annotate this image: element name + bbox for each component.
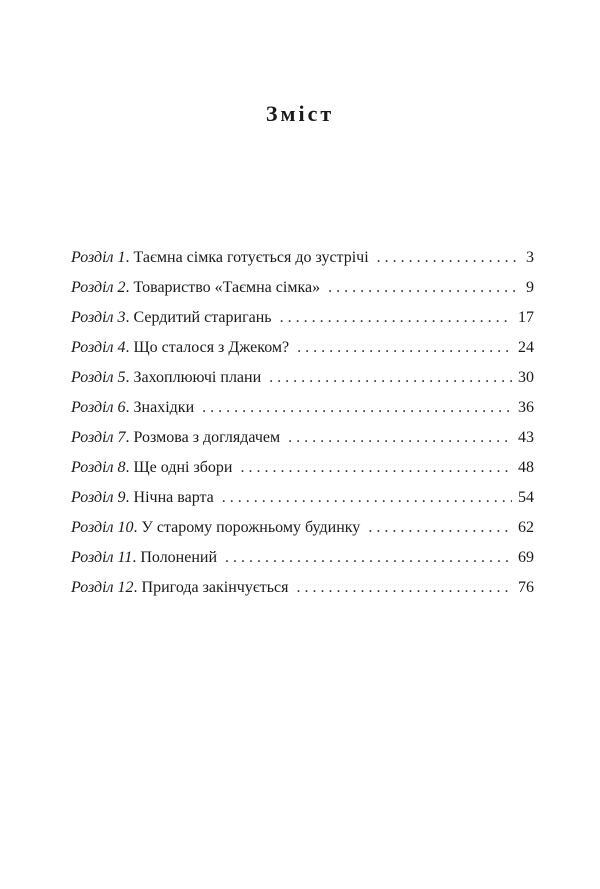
page-title: Зміст xyxy=(265,100,335,126)
toc-dot-leader xyxy=(225,543,512,573)
toc-dot-leader xyxy=(288,423,512,453)
toc-chapter-title: Таємна сімка готується до зустрічі xyxy=(133,249,369,266)
toc-chapter-number: Розділ 8 xyxy=(71,459,126,476)
toc-entry-label: Розділ 8. Ще одні збори xyxy=(71,459,233,476)
toc-chapter-number: Розділ 6 xyxy=(71,399,126,416)
toc-chapter-number: Розділ 3 xyxy=(71,309,126,326)
toc-dot-leader xyxy=(202,393,512,423)
toc-entry-label: Розділ 2. Товариство «Таємна сімка» xyxy=(71,279,321,296)
toc-chapter-number: Розділ 4 xyxy=(71,339,126,356)
toc-page-number: 54 xyxy=(518,489,534,506)
toc-entry-1 xyxy=(71,243,534,273)
toc-entry-9 xyxy=(71,483,534,513)
toc-dot-leader xyxy=(297,333,512,363)
toc-entry-10 xyxy=(71,513,534,543)
toc-dot-leader xyxy=(222,483,512,513)
toc-page-number: 9 xyxy=(526,279,534,296)
toc-chapter-number: Розділ 1 xyxy=(71,249,126,266)
toc-page-number: 36 xyxy=(518,399,534,416)
toc-chapter-title: Знахідки xyxy=(133,399,195,416)
toc-entry-label: Розділ 1. Таємна сімка готується до зустрічі xyxy=(71,249,369,266)
toc-page-number: 43 xyxy=(518,429,534,446)
toc-chapter-title: Захоплюючі плани xyxy=(133,369,262,386)
toc-entry-8 xyxy=(71,453,534,483)
toc-chapter-number: Розділ 10 xyxy=(71,519,134,536)
toc-dot-leader xyxy=(240,453,512,483)
toc-entry-label: Розділ 6. Знахідки xyxy=(71,399,195,416)
toc-entry-label: Розділ 5. Захоплюючі плани xyxy=(71,369,262,386)
toc-chapter-title: Нічна варта xyxy=(133,489,214,506)
toc-entry-12 xyxy=(71,573,534,603)
toc-page-number: 24 xyxy=(518,339,534,356)
toc-page-number: 76 xyxy=(518,579,534,596)
toc-chapter-title: Що сталося з Джеком? xyxy=(133,339,290,356)
toc-page-number: 3 xyxy=(526,249,534,266)
toc-page-number: 30 xyxy=(518,369,534,386)
toc-chapter-number: Розділ 9 xyxy=(71,489,126,506)
table-of-contents xyxy=(71,243,534,603)
toc-chapter-title: Сердитий старигань xyxy=(133,309,272,326)
toc-chapter-title: Ще одні збори xyxy=(133,459,233,476)
toc-dot-leader xyxy=(269,363,512,393)
toc-chapter-number: Розділ 5 xyxy=(71,369,126,386)
toc-chapter-number: Розділ 11 xyxy=(71,549,133,566)
toc-entry-5 xyxy=(71,363,534,393)
toc-entry-11 xyxy=(71,543,534,573)
toc-entry-label: Розділ 12. Пригода закінчується xyxy=(71,579,289,596)
toc-dot-leader xyxy=(280,303,512,333)
toc-chapter-title: Розмова з доглядачем xyxy=(133,429,281,446)
toc-entry-7 xyxy=(71,423,534,453)
toc-chapter-number: Розділ 12 xyxy=(71,579,134,596)
toc-dot-leader xyxy=(377,243,520,273)
toc-entry-2 xyxy=(71,273,534,303)
toc-entry-label: Розділ 4. Що сталося з Джеком? xyxy=(71,339,290,356)
toc-entry-6 xyxy=(71,393,534,423)
toc-page-number: 48 xyxy=(518,459,534,476)
toc-chapter-title: Полонений xyxy=(140,549,218,566)
toc-chapter-number: Розділ 7 xyxy=(71,429,126,446)
toc-page-number: 62 xyxy=(518,519,534,536)
toc-entry-label: Розділ 7. Розмова з доглядачем xyxy=(71,429,281,446)
toc-dot-leader xyxy=(296,573,512,603)
toc-chapter-title: Пригода закінчується xyxy=(141,579,289,596)
toc-entry-label: Розділ 11. Полонений xyxy=(71,549,218,566)
toc-entry-label: Розділ 9. Нічна варта xyxy=(71,489,214,506)
toc-page-number: 17 xyxy=(518,309,534,326)
toc-chapter-title: У старому порожньому будинку xyxy=(141,519,361,536)
toc-entry-4 xyxy=(71,333,534,363)
toc-entry-3 xyxy=(71,303,534,333)
toc-entry-label: Розділ 3. Сердитий старигань xyxy=(71,309,272,326)
toc-chapter-title: Товариство «Таємна сімка» xyxy=(133,279,321,296)
toc-page-number: 69 xyxy=(518,549,534,566)
toc-chapter-number: Розділ 2 xyxy=(71,279,126,296)
toc-entry-label: Розділ 10. У старому порожньому будинку xyxy=(71,519,361,536)
toc-dot-leader xyxy=(368,513,512,543)
toc-dot-leader xyxy=(328,273,520,303)
